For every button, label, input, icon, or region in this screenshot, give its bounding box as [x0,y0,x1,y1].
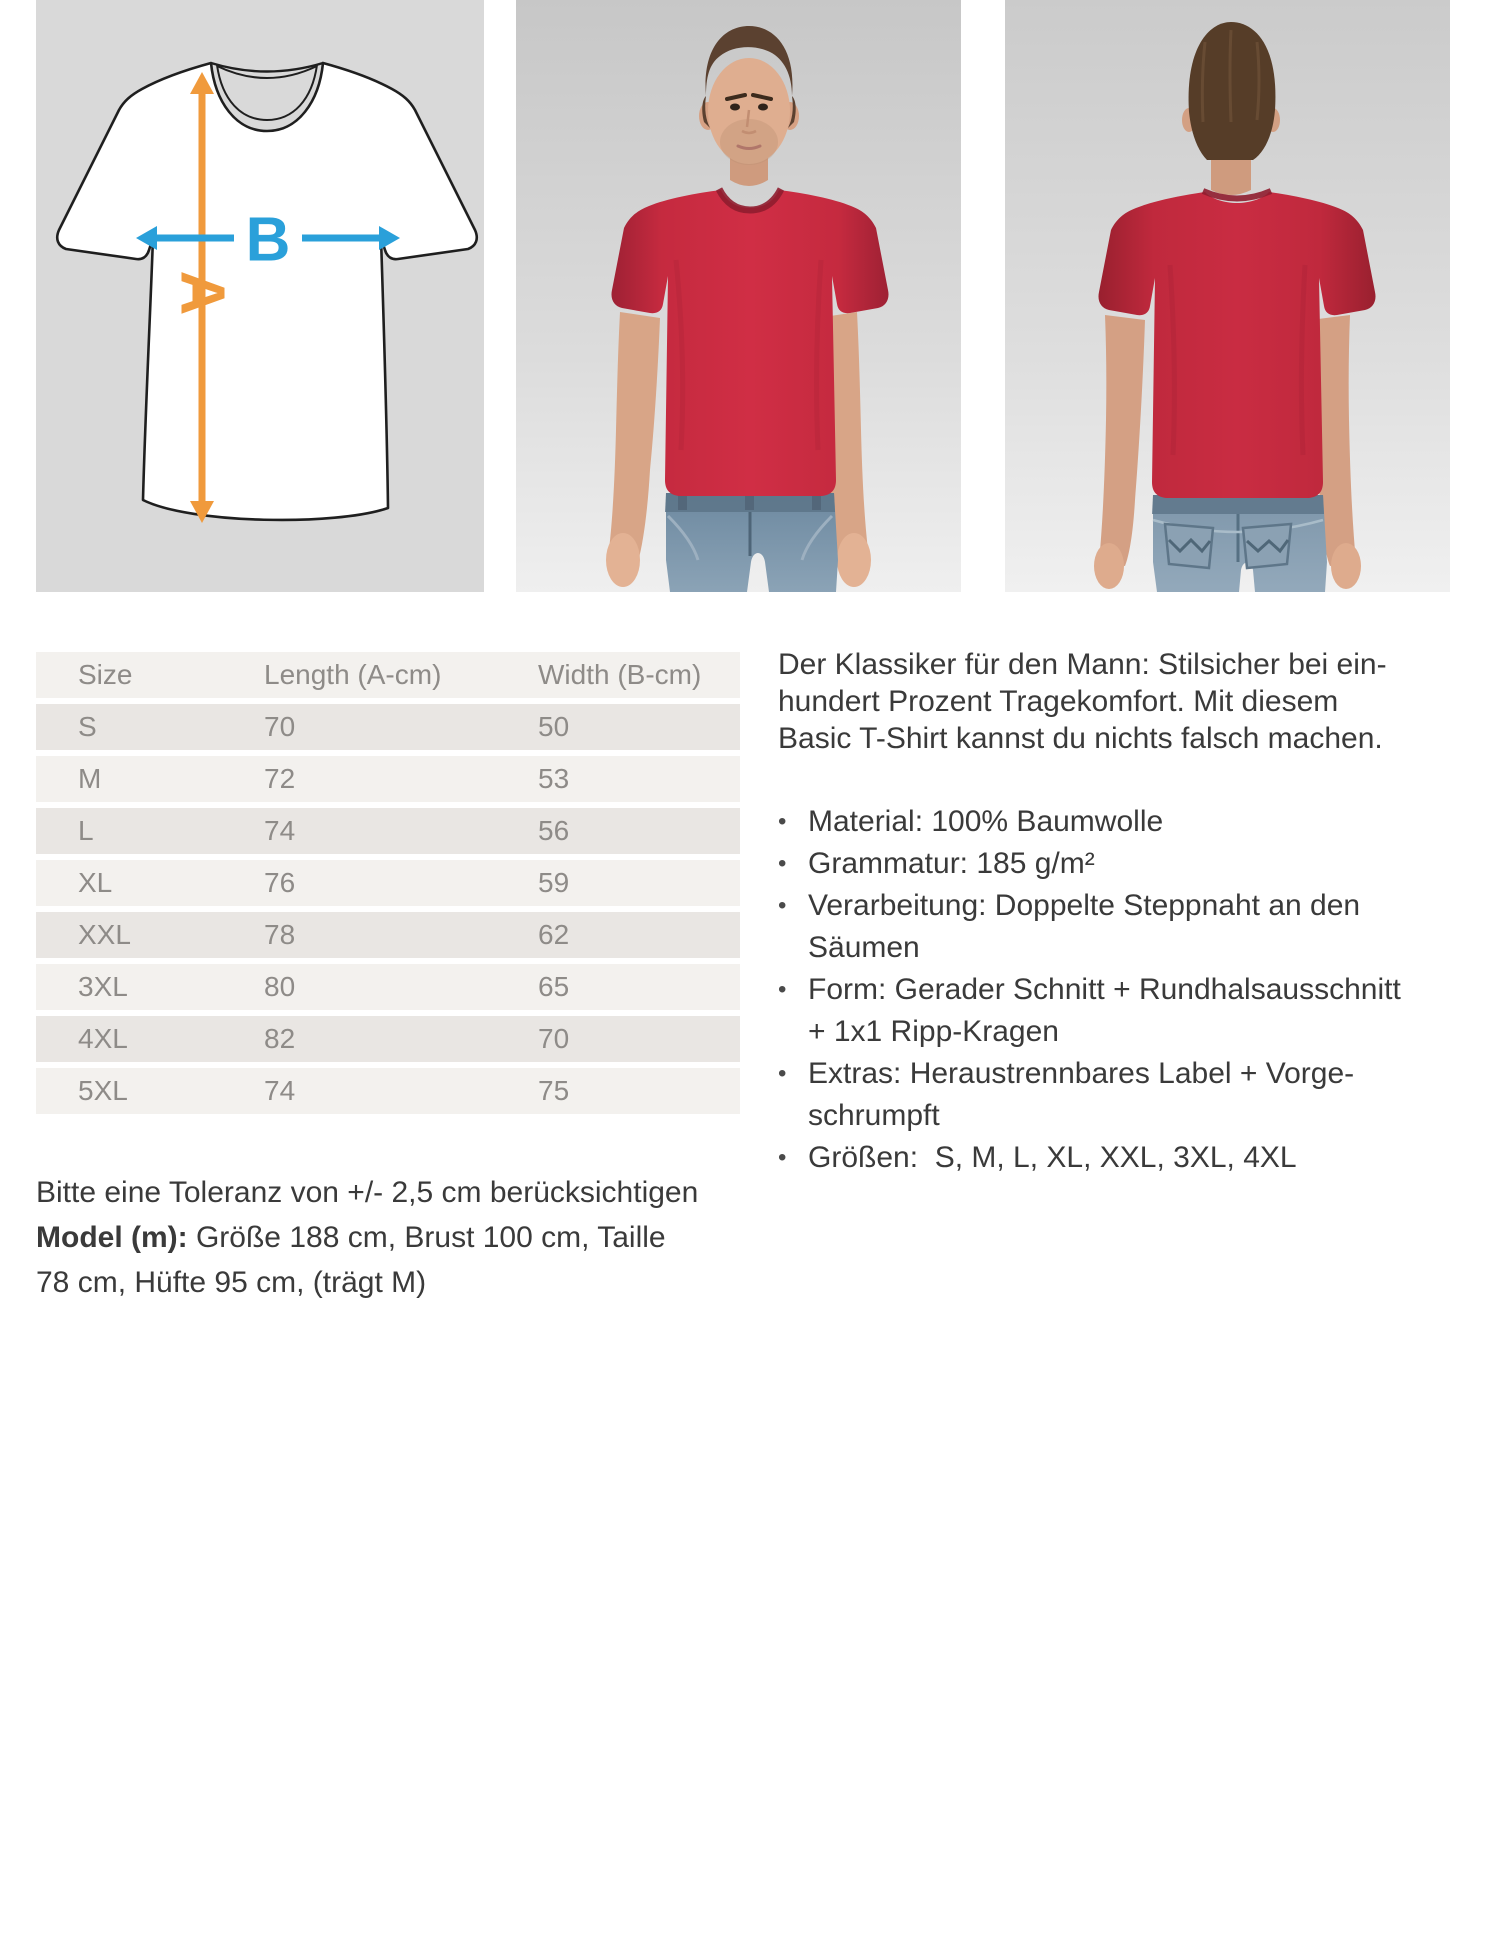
cell-length: 78 [264,919,296,950]
feature-list [778,801,1464,1179]
cell-width: 59 [538,867,570,898]
product-info-section [36,646,1460,1305]
size-table-header-row [36,652,740,698]
cell-size: M [78,763,102,794]
table-row [36,912,740,958]
feature-text: Verarbeitung: Doppelte Steppnaht an den [808,889,1361,922]
tshirt-measurement-diagram [36,0,484,592]
cell-length: 74 [264,815,296,846]
column-header-width: Width (B-cm) [538,659,702,690]
table-row [36,860,740,906]
feature-text: Material: 100% Baumwolle [808,805,1164,838]
feature-item-groessen [778,1137,1464,1179]
feature-item-extras [778,1053,1464,1137]
bullet-icon: • [778,1060,787,1087]
cell-length: 72 [264,763,296,794]
label-a: A [167,270,237,316]
feature-text: Form: Gerader Schnitt + Rundhalsausschnitt [808,973,1401,1006]
cell-size: S [78,711,97,742]
feature-item-grammatur [778,843,1464,885]
cell-length: 74 [264,1075,296,1106]
cell-length: 70 [264,711,296,742]
cell-width: 70 [538,1023,570,1054]
model-note-text: Größe 188 cm, Brust 100 cm, Taille [187,1221,666,1254]
cell-width: 50 [538,711,570,742]
cell-size: 3XL [78,971,128,1002]
cell-size: 5XL [78,1075,128,1106]
size-diagram-image[interactable] [36,0,484,592]
model-back-photo[interactable] [1005,0,1450,592]
bullet-icon: • [778,850,787,877]
label-b: B [245,205,291,275]
table-row [36,1016,740,1062]
cell-size: XL [78,867,113,898]
table-row [36,1068,740,1114]
feature-item-material [778,801,1464,843]
cell-size: L [78,815,94,846]
cell-size: XXL [78,919,131,950]
table-row [36,808,740,854]
column-header-size: Size [78,659,133,690]
bullet-icon: • [778,808,787,835]
column-header-length: Length (A-cm) [264,659,442,690]
table-row [36,756,740,802]
cell-width: 53 [538,763,570,794]
model-note-line1 [36,1215,740,1260]
feature-text: Grammatur: 185 g/m² [808,847,1095,880]
feature-text: Säumen [808,931,920,964]
feature-text: Extras: Heraustrennbares Label + Vorge- [808,1057,1355,1090]
model-note-label: Model (m): [36,1221,188,1254]
bullet-icon: • [778,1144,787,1171]
cell-width: 65 [538,971,570,1002]
cell-width: 62 [538,919,570,950]
table-row [36,704,740,750]
description-line: Basic T-Shirt kannst du nichts falsch machen. [778,722,1383,755]
measurement-notes [36,1170,740,1305]
cell-length: 82 [264,1023,296,1054]
product-image-gallery [0,0,1496,592]
cell-length: 76 [264,867,296,898]
size-chart-column [36,646,740,1305]
cell-length: 80 [264,971,296,1002]
bullet-icon: • [778,892,787,919]
cell-width: 56 [538,815,570,846]
cell-width: 75 [538,1075,570,1106]
bullet-icon: • [778,976,787,1003]
feature-text: schrumpft [808,1099,940,1132]
feature-text: + 1x1 Ripp-Kragen [808,1015,1059,1048]
model-back-illustration [1005,0,1450,592]
description-line: Der Klassiker für den Mann: Stilsicher bei ein- [778,648,1387,681]
description-line: hundert Prozent Tragekomfort. Mit diesem [778,685,1339,718]
tolerance-note: Bitte eine Toleranz von +/- 2,5 cm berücksichtigen [36,1176,699,1209]
size-table [36,646,740,1120]
model-front-photo[interactable] [516,0,961,592]
cell-size: 4XL [78,1023,128,1054]
model-front-illustration [516,0,961,592]
table-row [36,964,740,1010]
product-description [778,646,1464,757]
feature-item-verarbeitung [778,885,1464,969]
description-column [778,646,1464,1179]
model-note-line2: 78 cm, Hüfte 95 cm, (trägt M) [36,1266,427,1299]
feature-text: Größen: S, M, L, XL, XXL, 3XL, 4XL [808,1141,1297,1174]
feature-item-form [778,969,1464,1053]
